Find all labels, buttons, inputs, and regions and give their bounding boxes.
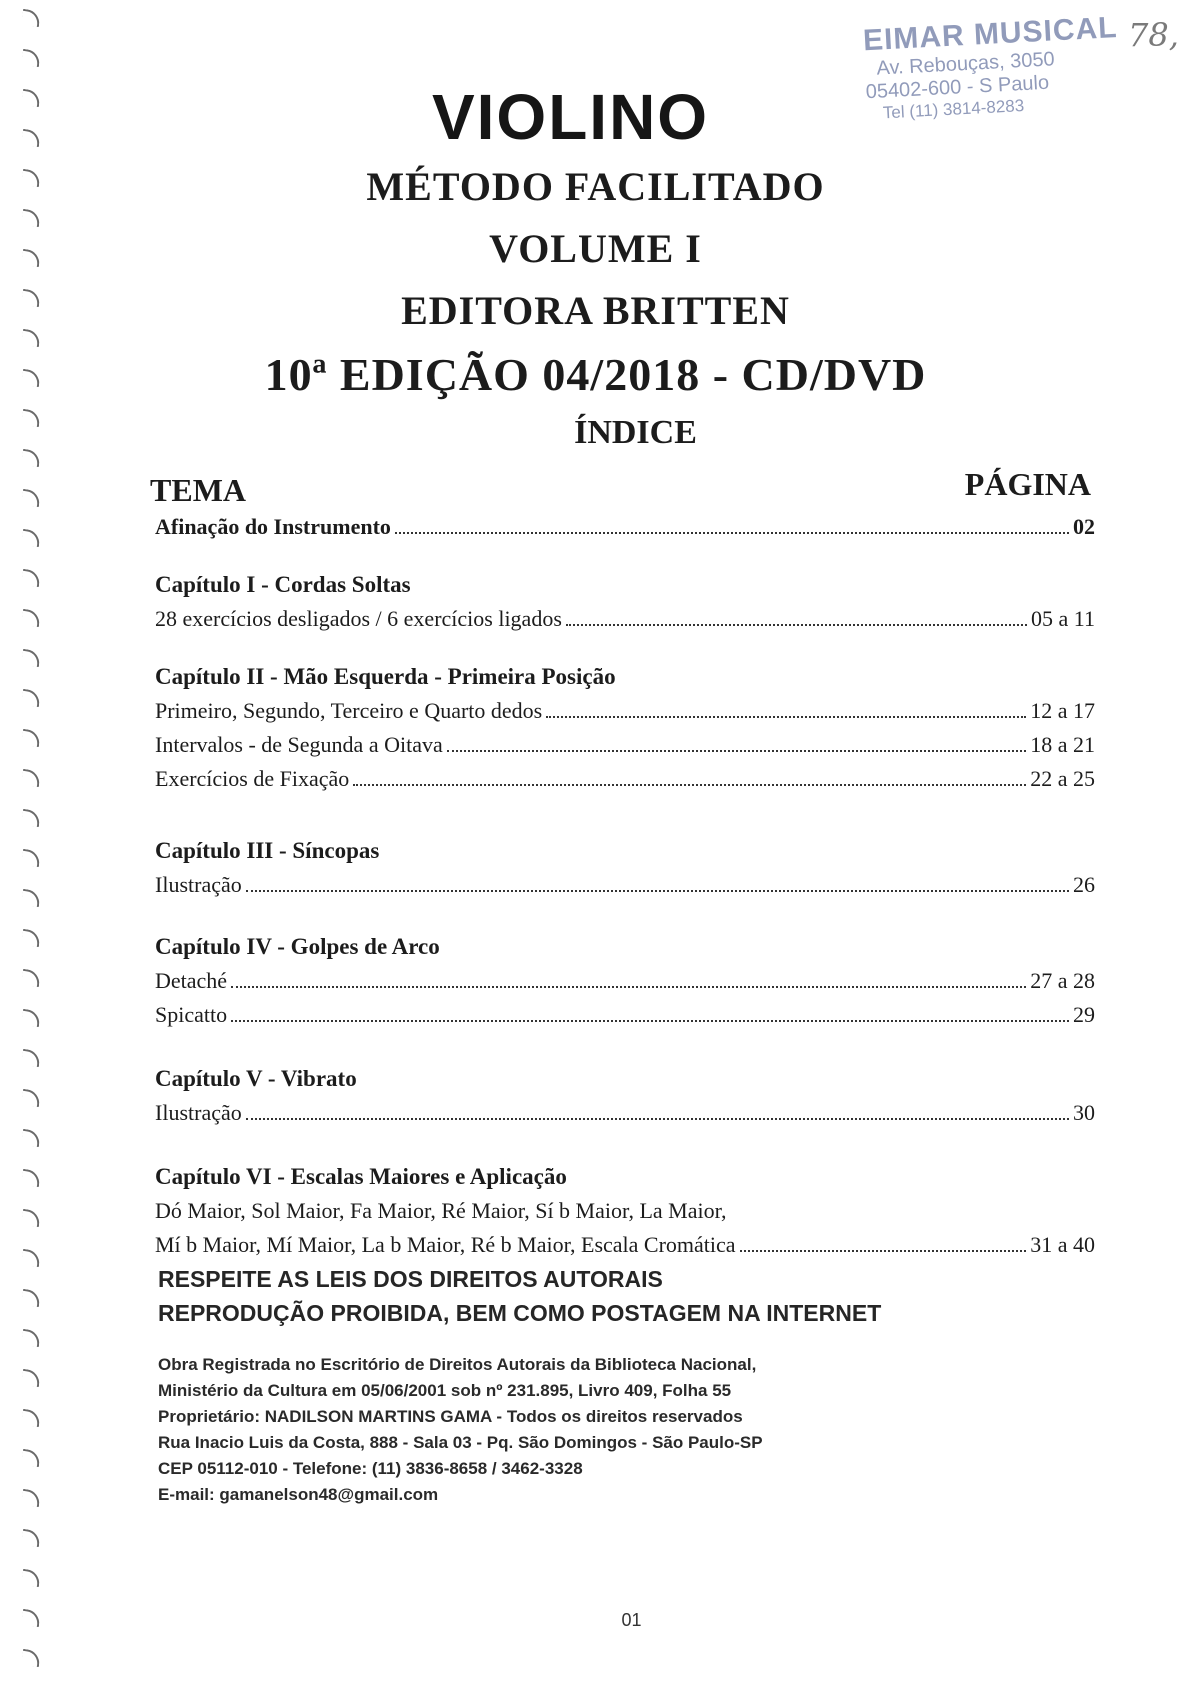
toc-entry-page: 02 bbox=[1073, 514, 1095, 539]
legal-line: E-mail: gamanelson48@gmail.com bbox=[158, 1485, 439, 1504]
spiral-ring bbox=[21, 1569, 41, 1587]
spiral-ring bbox=[21, 1529, 41, 1547]
toc-entry-page: 18 a 21 bbox=[1030, 732, 1095, 757]
spiral-ring bbox=[21, 1489, 41, 1507]
toc-entry bbox=[155, 1228, 1095, 1262]
toc-entry bbox=[155, 1096, 1095, 1130]
title-block bbox=[0, 78, 1191, 408]
spiral-ring bbox=[21, 1249, 41, 1267]
subtitle-volume: VOLUME I bbox=[489, 226, 702, 271]
edition-line: 10ª EDIÇÃO 04/2018 - CD/DVD bbox=[264, 349, 927, 400]
toc-entry-page: 29 bbox=[1073, 1002, 1095, 1027]
spiral-ring bbox=[21, 1049, 41, 1067]
spiral-ring bbox=[21, 809, 41, 827]
spiral-ring bbox=[21, 1409, 41, 1427]
dot-leader bbox=[231, 1020, 1069, 1022]
toc-entry-label: Ilustração bbox=[155, 1100, 242, 1125]
legal-line: Ministério da Cultura em 05/06/2001 sob nº 231.895, Livro 409, Folha 55 bbox=[158, 1381, 732, 1400]
toc-entry-label: Intervalos - de Segunda a Oitava bbox=[155, 732, 443, 757]
table-of-contents bbox=[155, 510, 1095, 1262]
dot-leader bbox=[395, 532, 1069, 534]
toc-entry bbox=[155, 868, 1095, 902]
toc-entry-label: Detaché bbox=[155, 968, 228, 993]
chapter-group bbox=[155, 1062, 1095, 1130]
toc-entry bbox=[155, 602, 1095, 636]
toc-entry-label: Mí b Maior, Mí Maior, La b Maior, Ré b Maior, Escala Cromática bbox=[155, 1232, 736, 1257]
dot-leader bbox=[246, 890, 1069, 892]
spiral-ring bbox=[21, 729, 41, 747]
spiral-ring bbox=[21, 449, 41, 467]
spiral-ring bbox=[21, 1449, 41, 1467]
legal-line: CEP 05112-010 - Telefone: (11) 3836-8658 / 3462-3328 bbox=[158, 1459, 583, 1478]
chapter-title: Capítulo V - Vibrato bbox=[155, 1066, 357, 1091]
chapter-group bbox=[155, 930, 1095, 1032]
toc-entry-page: 31 a 40 bbox=[1030, 1232, 1095, 1257]
toc-entry bbox=[155, 964, 1095, 998]
page-number: 01 bbox=[621, 1610, 642, 1630]
toc-entry bbox=[155, 762, 1095, 796]
notice-line: REPRODUÇÃO PROIBIDA, BEM COMO POSTAGEM NA INTERNET bbox=[158, 1300, 882, 1326]
index-title: ÍNDICE bbox=[574, 414, 697, 451]
chapter-title: Capítulo III - Síncopas bbox=[155, 838, 380, 863]
spiral-ring bbox=[21, 929, 41, 947]
toc-entry-page: 05 a 11 bbox=[1031, 606, 1095, 631]
spiral-ring bbox=[21, 849, 41, 867]
toc-entry bbox=[155, 728, 1095, 762]
toc-entry bbox=[155, 998, 1095, 1032]
toc-entry-page: 26 bbox=[1073, 872, 1095, 897]
spiral-ring bbox=[21, 1289, 41, 1307]
toc-entry-line: Dó Maior, Sol Maior, Fa Maior, Ré Maior, Sí b Maior, La Maior, bbox=[155, 1198, 727, 1223]
spiral-ring bbox=[21, 1129, 41, 1147]
spiral-ring bbox=[21, 1329, 41, 1347]
chapter-title: Capítulo I - Cordas Soltas bbox=[155, 572, 411, 597]
spiral-ring bbox=[21, 1169, 41, 1187]
chapter-title: Capítulo IV - Golpes de Arco bbox=[155, 934, 440, 959]
toc-entry-label: Afinação do Instrumento bbox=[155, 514, 391, 539]
chapter-group bbox=[155, 660, 1095, 796]
subtitle-publisher: EDITORA BRITTEN bbox=[401, 288, 790, 333]
main-title: VIOLINO bbox=[431, 81, 710, 153]
spiral-ring bbox=[21, 889, 41, 907]
toc-entry-page: 22 a 25 bbox=[1030, 766, 1095, 791]
chapter-group bbox=[155, 834, 1095, 902]
spiral-ring bbox=[21, 49, 41, 67]
chapter-group bbox=[155, 1160, 1095, 1262]
spiral-ring bbox=[21, 769, 41, 787]
notice-line: RESPEITE AS LEIS DOS DIREITOS AUTORAIS bbox=[158, 1266, 663, 1292]
copyright-notice bbox=[158, 1262, 881, 1330]
chapter-group bbox=[155, 568, 1095, 636]
spiral-ring bbox=[21, 969, 41, 987]
toc-entry-label: Exercícios de Fixação bbox=[155, 766, 350, 791]
legal-line: Proprietário: NADILSON MARTINS GAMA - Todos os direitos reservados bbox=[158, 1407, 743, 1426]
subtitle-method: MÉTODO FACILITADO bbox=[366, 164, 825, 209]
dot-leader bbox=[740, 1250, 1027, 1252]
column-header-tema: TEMA bbox=[150, 472, 246, 508]
toc-entry-page: 12 a 17 bbox=[1030, 698, 1095, 723]
legal-line: Obra Registrada no Escritório de Direitos Autorais da Biblioteca Nacional, bbox=[158, 1355, 757, 1374]
dot-leader bbox=[546, 716, 1026, 718]
spiral-ring bbox=[21, 409, 41, 427]
dot-leader bbox=[566, 624, 1027, 626]
toc-entry-page: 30 bbox=[1073, 1100, 1095, 1125]
toc-entry bbox=[155, 510, 1095, 544]
stamp-line: 05402-600 - S Paulo bbox=[865, 71, 1050, 104]
toc-entry bbox=[155, 694, 1095, 728]
dot-leader bbox=[246, 1118, 1069, 1120]
spiral-ring bbox=[21, 9, 41, 27]
dot-leader bbox=[353, 784, 1026, 786]
spiral-ring bbox=[21, 609, 41, 627]
chapter-title: Capítulo II - Mão Esquerda - Primeira Posição bbox=[155, 664, 616, 689]
dot-leader bbox=[447, 750, 1027, 752]
stamp-line: Av. Rebouças, 3050 bbox=[876, 48, 1056, 80]
legal-line: Rua Inacio Luis da Costa, 888 - Sala 03 - Pq. São Domingos - São Paulo-SP bbox=[158, 1433, 763, 1452]
spiral-ring bbox=[21, 649, 41, 667]
stamp-line: Tel (11) 3814-8283 bbox=[882, 96, 1025, 123]
spiral-ring bbox=[21, 1089, 41, 1107]
column-header-pagina: PÁGINA bbox=[964, 466, 1091, 502]
dot-leader bbox=[231, 986, 1026, 988]
spiral-ring bbox=[21, 1009, 41, 1027]
toc-entry-label: 28 exercícios desligados / 6 exercícios ligados bbox=[155, 606, 562, 631]
handwritten-note: 78, bbox=[1128, 16, 1179, 54]
toc-entry-label: Ilustração bbox=[155, 872, 242, 897]
spiral-ring bbox=[21, 1649, 41, 1667]
spiral-ring bbox=[21, 1369, 41, 1387]
toc-entry-page: 27 a 28 bbox=[1030, 968, 1095, 993]
legal-info bbox=[158, 1352, 763, 1508]
spiral-ring bbox=[21, 569, 41, 587]
chapter-title: Capítulo VI - Escalas Maiores e Aplicação bbox=[155, 1164, 567, 1189]
spiral-ring bbox=[21, 689, 41, 707]
toc-entry-label: Spicatto bbox=[155, 1002, 228, 1027]
stamp-line: EIMAR MUSICAL bbox=[862, 11, 1119, 58]
spiral-ring bbox=[21, 489, 41, 507]
spiral-ring bbox=[21, 1209, 41, 1227]
spiral-ring bbox=[21, 529, 41, 547]
toc-entry-label: Primeiro, Segundo, Terceiro e Quarto dedos bbox=[155, 698, 543, 723]
